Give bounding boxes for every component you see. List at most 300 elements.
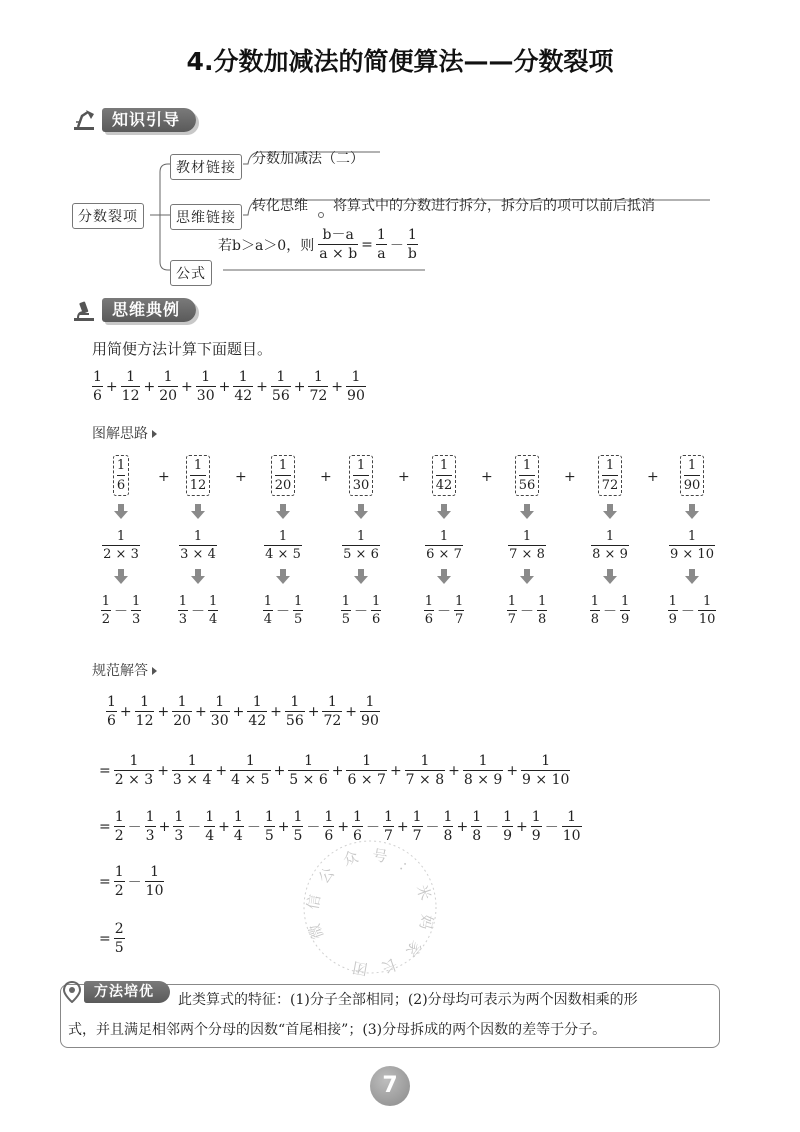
location-pin-icon (62, 981, 82, 1003)
step3-fraction (264, 810, 275, 843)
step3-plus: + (337, 818, 350, 835)
step1-fraction-num: 1 (140, 694, 150, 710)
problem-fraction-den: 30 (196, 388, 215, 404)
stamp-char: 长 (379, 954, 400, 977)
diagram-original-fraction-num: 1 (278, 458, 288, 473)
diagram-original-fraction (271, 455, 296, 496)
diagram-product-fraction (591, 530, 629, 561)
solution-step-1 (106, 695, 380, 728)
diagram-split-fraction (208, 595, 218, 626)
problem-fraction-num: 1 (163, 369, 173, 385)
step2-fraction-num: 1 (420, 753, 430, 769)
diagram-original-fraction-den: 90 (683, 478, 701, 493)
step3-fraction-den: 8 (443, 828, 453, 844)
example-section-header (72, 297, 196, 323)
step4-fraction-den: 10 (145, 883, 164, 899)
diagram-split-fraction (454, 595, 464, 626)
diagram-split-fraction (341, 595, 351, 626)
result-fraction (114, 922, 125, 955)
step3-plus: + (218, 818, 230, 835)
diagram-product-fraction-den: 2 × 3 (103, 547, 139, 562)
step1-fraction-num: 1 (252, 694, 262, 710)
step2-fraction (230, 754, 270, 787)
step1-fraction-num: 1 (215, 694, 225, 710)
diagram-plus: + (398, 469, 410, 485)
diagram-split-fraction-num: 1 (341, 594, 350, 609)
stamp-char: 家 (401, 937, 426, 961)
arrow-down-icon (436, 504, 452, 520)
problem-fraction-num: 1 (276, 369, 286, 385)
diagram-product-fraction (508, 530, 546, 561)
step2-fraction-den: 9 × 10 (522, 772, 570, 788)
diagram-split-fraction-num: 1 (424, 594, 433, 609)
arrow-down-icon (353, 504, 369, 520)
arrow-down-icon (113, 569, 129, 585)
diagram-split-minus: － (680, 603, 695, 620)
diagram-product-fraction-num: 1 (193, 529, 203, 544)
diagram-product-fraction-num: 1 (278, 529, 288, 544)
step2-fraction-den: 8 × 9 (463, 772, 503, 788)
stamp-char: 团 (351, 957, 370, 979)
arrow-down-icon (275, 569, 291, 585)
diagram-split-fraction (620, 595, 630, 626)
diagram-plus: + (481, 469, 493, 485)
diagram-original-fraction-num: 1 (687, 458, 697, 473)
step1-fraction-den: 90 (361, 713, 379, 729)
knowledge-section-tag: 知识引导 (102, 108, 196, 132)
step4-fraction (145, 865, 165, 898)
stamp-char: 微 (305, 921, 328, 942)
diagram-split-fraction-den: 2 (101, 612, 110, 627)
step1-fraction-num: 1 (327, 694, 337, 710)
step2-fraction-den: 2 × 3 (114, 772, 154, 788)
step3-fraction-den: 5 (264, 828, 274, 844)
step3-minus: － (544, 819, 559, 836)
diagram-product-fraction-num: 1 (687, 529, 697, 544)
diagram-split-fraction-den: 8 (538, 612, 547, 627)
step1-fraction-den: 30 (210, 713, 229, 729)
problem-fraction (233, 370, 253, 403)
stamp-char: 号 (370, 845, 389, 867)
diagram-split-fraction-den: 6 (424, 612, 433, 627)
problem-plus: + (256, 378, 268, 395)
problem-fraction-den: 42 (234, 388, 253, 404)
example-section-tag: 思维典例 (102, 298, 196, 322)
step2-fraction-num: 1 (478, 753, 488, 769)
problem-fraction-den: 90 (347, 388, 365, 404)
step1-fraction-num: 1 (107, 694, 116, 710)
diagram-column (657, 455, 727, 626)
problem-fraction (308, 370, 328, 403)
step3-plus: + (277, 818, 290, 835)
diagram-split-fraction-den: 7 (455, 612, 464, 627)
solution-step-4 (96, 865, 164, 898)
diagram-label (92, 423, 157, 443)
step2-fraction-den: 7 × 8 (405, 772, 445, 788)
step3-fraction-den: 2 (114, 828, 124, 844)
diagram-original-fraction (598, 455, 623, 496)
formula-b-den: b (407, 246, 417, 262)
diagram-split-fraction-den: 7 (507, 612, 516, 627)
stamp-char: 公 (314, 863, 339, 887)
arrow-down-icon (519, 569, 535, 585)
step2-fraction-num: 1 (362, 753, 372, 769)
problem-plus: + (143, 378, 156, 395)
step1-fraction-den: 12 (135, 713, 154, 729)
diagram-split-fraction (537, 595, 547, 626)
step3-fraction (502, 810, 513, 843)
step3-minus: － (485, 819, 500, 836)
step3-fraction-den: 4 (205, 828, 215, 844)
step1-fraction (210, 695, 230, 728)
step3-fraction-num: 1 (383, 809, 393, 825)
problem-fraction-num: 1 (313, 369, 323, 385)
step2-fraction-den: 5 × 6 (289, 772, 328, 788)
problem-fraction (158, 370, 178, 403)
diagram-product-fraction-num: 1 (605, 529, 615, 544)
diagram-plus: + (320, 469, 332, 485)
diagram-split-minus: － (437, 603, 451, 620)
diagram-original-fraction (113, 455, 129, 496)
step2-fraction-den: 6 × 7 (347, 772, 386, 788)
formula-lhs-num: b－a (322, 227, 354, 243)
diagram-split-fraction-den: 10 (698, 612, 716, 627)
diagram-split-minus: － (114, 603, 128, 620)
diagram-original-fraction-num: 1 (116, 458, 126, 473)
branch-formula-label: 公式 (170, 260, 212, 286)
step1-fraction-den: 6 (107, 713, 116, 729)
step1-plus: + (270, 703, 282, 720)
method-tag-label: 方法培优 (84, 981, 170, 1003)
diagram-split-fraction-den: 3 (178, 612, 187, 627)
diagram-split-fraction (131, 595, 141, 626)
step1-fraction-num: 1 (365, 694, 375, 710)
diagram-split-fraction-num: 1 (455, 594, 464, 609)
step3-fraction-den: 8 (472, 828, 482, 844)
step2-plus: + (448, 762, 460, 779)
diagram-split-fraction-num: 1 (590, 594, 599, 609)
step2-fraction-den: 4 × 5 (231, 772, 270, 788)
diagram-column (163, 455, 233, 626)
step5-equals: = (99, 930, 111, 947)
problem-fraction-num: 1 (93, 369, 102, 385)
example-prompt: 用简便方法计算下面题目。 (92, 340, 273, 358)
diagram-product-fraction (264, 530, 302, 561)
diagram-split-fraction (263, 595, 273, 626)
branch-thinking-label: 思维链接 (170, 204, 242, 230)
diagram-plus: + (564, 469, 576, 485)
step1-fraction (106, 695, 117, 728)
step4-fraction-num: 1 (114, 864, 124, 880)
diagram-split-fraction (178, 595, 188, 626)
step3-plus: + (158, 818, 171, 835)
step1-fraction (285, 695, 305, 728)
problem-fraction (271, 370, 291, 403)
diagram-column (409, 455, 479, 626)
arrow-down-icon (602, 504, 618, 520)
step2-fraction (405, 754, 445, 787)
solution-label (92, 660, 157, 680)
diagram-original-fraction-num: 1 (522, 458, 532, 473)
stamp-char: 妈 (415, 912, 437, 931)
step3-fraction-num: 1 (353, 809, 362, 825)
step3-fraction-num: 1 (412, 809, 422, 825)
stamp-char: 米 (412, 882, 435, 903)
step3-fraction-den: 6 (353, 828, 362, 844)
step3-minus: － (187, 819, 202, 836)
problem-plus: + (181, 378, 193, 395)
diagram-split-fraction-num: 1 (372, 594, 381, 609)
diagram-split-fraction-den: 6 (372, 612, 381, 627)
diagram-split-fraction-den: 5 (341, 612, 350, 627)
step3-fraction-num: 1 (324, 809, 334, 825)
step3-fraction (145, 810, 156, 843)
diagram-split-fraction-num: 1 (209, 594, 218, 609)
solution-step-5 (96, 922, 125, 955)
diagram-plus: + (235, 469, 247, 485)
formula-minus: － (389, 237, 404, 254)
diagram-split-fraction-num: 1 (702, 594, 712, 609)
step4-minus: － (127, 874, 142, 891)
diagram-split-fraction-num: 1 (507, 594, 516, 609)
step3-plus: + (456, 818, 469, 835)
step3-fraction-num: 1 (531, 809, 541, 825)
solution-label-text: 规范解答 (92, 663, 148, 679)
step2-plus: + (331, 762, 344, 779)
step1-plus: + (345, 703, 358, 720)
arrow-down-icon (353, 569, 369, 585)
step1-plus: + (119, 703, 132, 720)
step2-fraction-num: 1 (304, 753, 313, 769)
diagram-label-text: 图解思路 (92, 426, 148, 442)
step3-fraction-num: 1 (567, 809, 577, 825)
method-tag (62, 980, 170, 1004)
formula-b-num: 1 (407, 227, 417, 243)
problem-fraction-num: 1 (201, 369, 211, 385)
diagram-original-fraction-num: 1 (193, 458, 203, 473)
branch-thinking-text: 将算式中的分数进行拆分，拆分后的项可以前后抵消 (333, 198, 655, 214)
problem-fraction-num: 1 (126, 369, 136, 385)
diagram-product-fraction-num: 1 (356, 529, 366, 544)
diagram-split-fraction-num: 1 (178, 594, 187, 609)
diagram-product-fraction-num: 1 (116, 529, 126, 544)
step2-plus: + (157, 762, 169, 779)
diagram-split-fraction-den: 8 (590, 612, 599, 627)
step3-minus: － (425, 819, 440, 836)
formula-prefix: 若b＞a＞0，则 (218, 237, 315, 254)
problem-expression (92, 370, 366, 403)
problem-fraction-den: 20 (159, 388, 178, 404)
stamp-char: ： (395, 856, 419, 881)
diagram-product-fraction-num: 1 (439, 529, 449, 544)
step3-fraction (204, 810, 215, 843)
problem-fraction-num: 1 (351, 369, 361, 385)
diagram-split-fraction-num: 1 (621, 594, 630, 609)
formula-b-fraction (407, 228, 418, 261)
problem-fraction (346, 370, 366, 403)
branch-thinking-head: 转化思维 (252, 198, 308, 214)
microscope-icon (72, 298, 98, 322)
step1-fraction (172, 695, 192, 728)
step3-fraction-num: 1 (145, 809, 155, 825)
diagram-plus: + (158, 469, 170, 485)
formula-equals: = (361, 236, 373, 253)
problem-fraction (92, 370, 103, 403)
step3-fraction-den: 7 (412, 828, 422, 844)
diagram-product-fraction (342, 530, 380, 561)
diagram-split-fraction (698, 595, 717, 626)
step1-fraction (135, 695, 155, 728)
step3-fraction (173, 810, 184, 843)
problem-fraction (196, 370, 216, 403)
step3-fraction-den: 10 (562, 828, 581, 844)
step3-fraction-den: 5 (293, 828, 303, 844)
diagram-split-minus: － (603, 603, 617, 620)
arrow-down-icon (275, 504, 291, 520)
step3-minus: － (306, 819, 321, 836)
diagram-split-fraction-den: 9 (668, 612, 677, 627)
step3-fraction-den: 6 (324, 828, 334, 844)
step3-fraction-num: 1 (114, 809, 124, 825)
step4-fraction (114, 865, 125, 898)
triangle-right-icon (152, 667, 157, 675)
step3-fraction-num: 1 (503, 809, 513, 825)
diagram-split-minus: － (520, 603, 534, 620)
step2-fraction-num: 1 (187, 753, 197, 769)
diagram-split-minus: － (276, 603, 290, 620)
method-line-2: 式，并且满足相邻两个分母的因数“首尾相接”；(3)分母拆成的两个因数的差等于分子。 (68, 1022, 607, 1038)
problem-plus: + (218, 378, 231, 395)
step1-fraction-den: 20 (173, 713, 192, 729)
result-fraction-den: 5 (114, 940, 124, 956)
diagram-split-fraction-den: 9 (621, 612, 630, 627)
diagram-product-fraction-num: 1 (522, 529, 532, 544)
diagram-split-fraction (590, 595, 600, 626)
step3-fraction-num: 1 (233, 809, 243, 825)
step2-fraction (114, 754, 154, 787)
arrow-down-icon (519, 504, 535, 520)
step3-equals: = (99, 818, 111, 835)
step1-fraction-den: 56 (285, 713, 304, 729)
diagram-original-fraction-den: 30 (352, 478, 370, 493)
diagram-column (575, 455, 645, 626)
diagram-plus: + (647, 469, 659, 485)
diagram-original-fraction-num: 1 (439, 458, 449, 473)
problem-plus: + (293, 378, 306, 395)
diagram-split-fraction (371, 595, 381, 626)
step3-fraction (471, 810, 482, 843)
step3-fraction-num: 1 (293, 809, 303, 825)
step1-fraction (360, 695, 380, 728)
diagram-original-fraction (432, 455, 457, 496)
problem-fraction-den: 56 (271, 388, 290, 404)
diagram-split-fraction-den: 5 (294, 612, 303, 627)
diagram-split-fraction-num: 1 (101, 594, 110, 609)
page-number: 7 (370, 1066, 410, 1106)
diagram-split-fraction (668, 595, 678, 626)
step4-fraction-num: 1 (150, 864, 160, 880)
problem-fraction-den: 72 (309, 388, 328, 404)
stamp-char: 众 (340, 847, 361, 870)
arrow-down-icon (190, 504, 206, 520)
step2-fraction-den: 3 × 4 (172, 772, 212, 788)
step3-fraction-num: 1 (443, 809, 453, 825)
step1-fraction (322, 695, 342, 728)
step3-fraction (233, 810, 244, 843)
step2-plus: + (273, 762, 286, 779)
diagram-product-fraction (102, 530, 140, 561)
root-label: 分数裂项 (72, 203, 144, 229)
problem-fraction-den: 6 (93, 388, 102, 404)
step1-plus: + (232, 703, 245, 720)
diagram-split-fraction (507, 595, 517, 626)
step3-fraction-num: 1 (174, 809, 184, 825)
step2-fraction-num: 1 (129, 753, 139, 769)
formula-a-num: 1 (376, 227, 386, 243)
problem-plus: + (105, 378, 118, 395)
diagram-split-fraction-den: 4 (209, 612, 218, 627)
step3-fraction-num: 1 (264, 809, 274, 825)
diagram-column (326, 455, 396, 626)
diagram-split-fraction-num: 1 (668, 594, 677, 609)
step4-equals: = (99, 873, 111, 890)
diagram-original-fraction (349, 455, 374, 496)
diagram-column (492, 455, 562, 626)
step2-fraction (521, 754, 570, 787)
diagram-split-fraction (293, 595, 303, 626)
diagram-original-fraction-den: 56 (518, 478, 536, 493)
step1-fraction-num: 1 (290, 694, 300, 710)
diagram-original-fraction-den: 20 (274, 478, 292, 493)
diagram-split-fraction-den: 4 (263, 612, 272, 627)
problem-fraction (121, 370, 141, 403)
diagram-original-fraction-den: 72 (601, 478, 619, 493)
diagram-split-fraction-den: 3 (132, 612, 141, 627)
diagram-split-minus: － (354, 603, 368, 620)
watermark-stamp (295, 832, 445, 982)
step3-plus: + (396, 818, 409, 835)
result-fraction-num: 2 (114, 921, 124, 937)
step3-fraction-den: 7 (383, 828, 393, 844)
step3-minus: － (365, 819, 380, 836)
problem-fraction-den: 12 (121, 388, 140, 404)
diagram-original-fraction-den: 12 (189, 478, 207, 493)
branch-textbook-label: 教材链接 (170, 154, 242, 180)
diagram-product-fraction (425, 530, 463, 561)
arrow-down-icon (602, 569, 618, 585)
step1-fraction-den: 72 (323, 713, 342, 729)
diagram-product-fraction-den: 6 × 7 (426, 547, 462, 562)
step3-minus: － (127, 819, 142, 836)
problem-fraction-num: 1 (238, 369, 248, 385)
arrow-down-icon (113, 504, 129, 520)
arrow-down-icon (684, 569, 700, 585)
formula-a-den: a (377, 246, 386, 262)
stamp-char: 信 (303, 893, 325, 912)
formula-lhs-fraction (318, 228, 358, 261)
formula-lhs-den: a × b (319, 246, 358, 262)
step1-fraction-num: 1 (177, 694, 187, 710)
step3-plus: + (516, 818, 528, 835)
step3-fraction-den: 3 (145, 828, 155, 844)
diagram-original-fraction-num: 1 (605, 458, 615, 473)
diagram-product-fraction (669, 530, 715, 561)
method-line-1: 此类算式的特征：(1)分子全部相同；(2)分母均可表示为两个因数相乘的形 (178, 992, 638, 1008)
step2-fraction (463, 754, 503, 787)
step3-fraction-den: 9 (503, 828, 513, 844)
step3-fraction-den: 3 (174, 828, 184, 844)
diagram-split-fraction-num: 1 (538, 594, 547, 609)
